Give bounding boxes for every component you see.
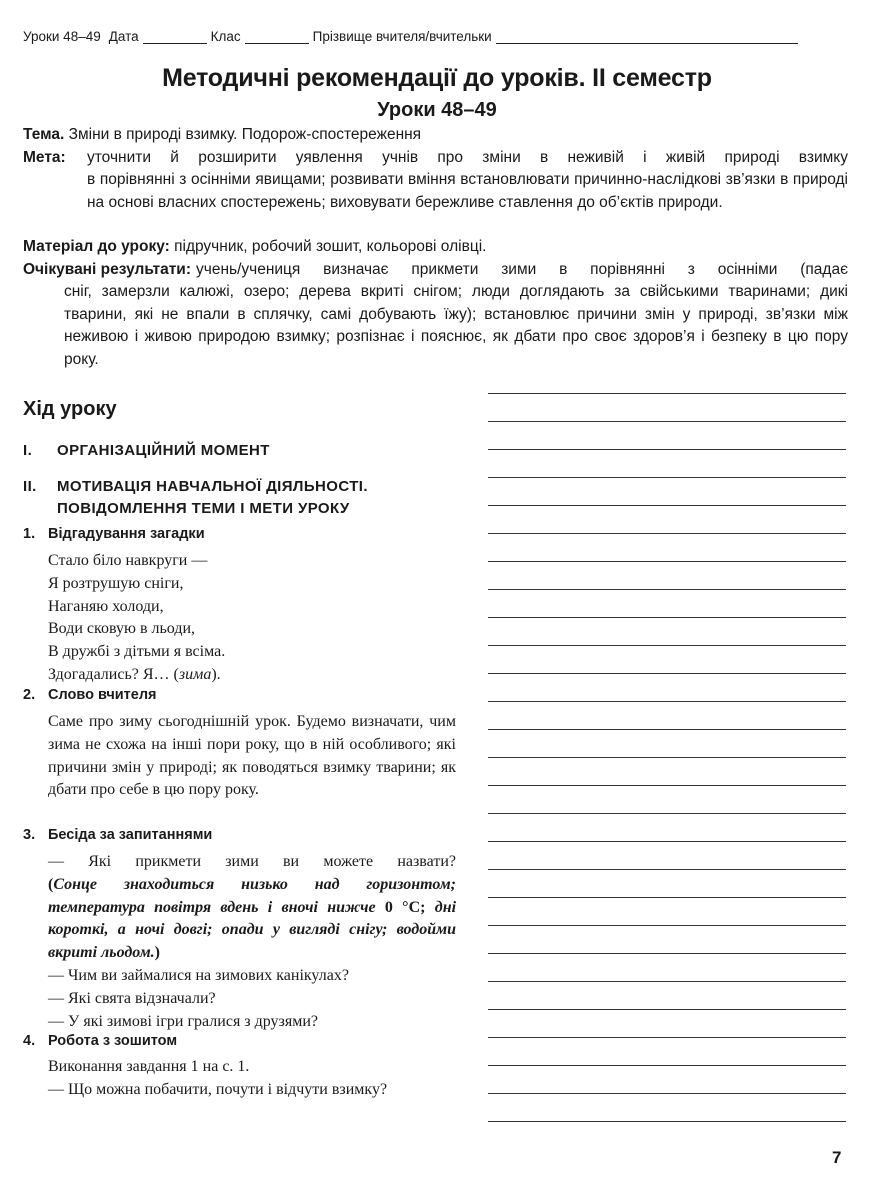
note-line[interactable] xyxy=(488,673,846,674)
expected-results-label: Очікувані результати xyxy=(23,261,186,278)
note-line[interactable] xyxy=(488,393,846,394)
step-1-title: Відгадування загадки xyxy=(48,526,205,542)
step-2-number: 2. xyxy=(23,687,36,703)
materials-text: підручник, робочий зошит, кольорові олівці. xyxy=(174,238,487,255)
question: — У які зимові ігри гралися з друзями? xyxy=(48,1012,319,1030)
goal-text-line1: уточнити й розширити уявлення учнів про зміни в неживій і живій природі взимку xyxy=(87,149,848,166)
task-reference: Виконання завдання 1 на с. 1. xyxy=(48,1058,250,1075)
riddle-suffix: ). xyxy=(211,665,221,683)
step-3-title: Бесіда за запитаннями xyxy=(48,827,213,843)
note-line[interactable] xyxy=(488,757,846,758)
note-line[interactable] xyxy=(488,981,846,982)
step-2-title: Слово вчителя xyxy=(48,687,157,703)
riddle-answer-line xyxy=(48,664,456,687)
note-line[interactable] xyxy=(488,1093,846,1094)
notebook-work xyxy=(48,1056,456,1102)
riddle-line: Води сковую в льоди, xyxy=(48,620,196,638)
answer-italic-1: Сонце знаходиться низько над горизонтом; температура повітря вдень і вночі нижче xyxy=(48,875,456,916)
expected-results-line1: учень/учениця визначає прикмети зими в порівнянні з осінніми (падає xyxy=(196,261,848,278)
section-2 xyxy=(23,476,368,520)
materials-row: Матеріал до уроку: підручник, робочий зошит, кольорові олівці. xyxy=(23,238,487,255)
note-line[interactable] xyxy=(488,785,846,786)
note-line[interactable] xyxy=(488,505,846,506)
topic-row xyxy=(23,124,421,146)
paren: ) xyxy=(154,944,160,962)
question: — Які свята відзначали? xyxy=(48,989,216,1007)
answer-plain: 0 °C; xyxy=(375,898,435,916)
page-number: 7 xyxy=(832,1148,842,1167)
section-1-number: І. xyxy=(23,442,33,459)
note-line[interactable] xyxy=(488,1121,846,1122)
lessons-label: Уроки 48–49 xyxy=(23,29,101,44)
goal-text-rest: в порівнянні з осінніми явищами; розвивати вміння встановлювати причинно-наслідкові зв’язки в природі на основі власних спостережень; виховувати бережливе ставлення до об’єктів природи. xyxy=(87,171,848,211)
teacher-label: Прізвище вчителя/вчительки xyxy=(312,29,492,44)
note-line[interactable] xyxy=(488,449,846,450)
section-2-title-line1: МОТИВАЦІЯ НАВЧАЛЬНОЇ ДІЯЛЬНОСТІ. xyxy=(57,478,368,495)
class-label: Клас xyxy=(210,29,241,44)
page-subtitle: Уроки 48–49 xyxy=(377,99,497,121)
step-3-number: 3. xyxy=(23,827,36,843)
riddle-question: Здогадались? Я… ( xyxy=(48,665,179,683)
step-1-heading xyxy=(23,526,205,542)
note-line[interactable] xyxy=(488,1037,846,1038)
lesson-flow-heading: Хід уроку xyxy=(23,398,117,420)
question: — Чим ви займалися на зимових канікулах? xyxy=(48,966,349,984)
page-title: Методичні рекомендації до уроків. ІІ семестр xyxy=(162,64,712,92)
question: — Що можна побачити, почути і відчути взимку? xyxy=(48,1080,388,1098)
topic-text: Зміни в природі взимку. Подорож-спостереження xyxy=(68,126,422,143)
question: — Які прикмети зими ви можете назвати? xyxy=(48,853,456,870)
teacher-name-field[interactable] xyxy=(496,31,798,44)
note-line[interactable] xyxy=(488,925,846,926)
goal-label: Мета xyxy=(23,149,61,166)
materials-label: Матеріал до уроку xyxy=(23,238,165,255)
note-line[interactable] xyxy=(488,729,846,730)
date-field[interactable] xyxy=(143,31,207,44)
riddle-line: Наганяю холоди, xyxy=(48,597,164,615)
note-line[interactable] xyxy=(488,617,846,618)
expected-results-rest: сніг, замерзли калюжі, озеро; дерева вкриті снігом; люди доглядають за свійськими тваринами; дикі тварини, які не впали в сплячку, самі добувають їжу); встановлює причини змін у природі, зв’язки між неживою і живою природою взимку; розпізнає і пояснює, як дбати про своє здоров’я і безпеку в цю пору року. xyxy=(64,283,848,368)
worksheet-header xyxy=(23,29,802,44)
riddle-answer: зима xyxy=(178,665,212,683)
note-line[interactable] xyxy=(488,953,846,954)
section-1-title: ОРГАНІЗАЦІЙНИЙ МОМЕНТ xyxy=(57,442,270,459)
step-4-heading xyxy=(23,1033,177,1049)
date-label: Дата xyxy=(108,29,139,44)
topic-label: Тема. xyxy=(23,126,65,143)
note-line[interactable] xyxy=(488,1065,846,1066)
teacher-speech: Саме про зиму сьогоднішній урок. Будемо визначати, чим зима не схожа на інші пори року, що в ній особливого; які причини змін у природі; як поводяться взимку тварини; як дбати про себе в цю пору року. xyxy=(48,713,456,799)
section-2-title-line2: ПОВІДОМЛЕННЯ ТЕМИ І МЕТИ УРОКУ xyxy=(57,500,350,517)
note-line[interactable] xyxy=(488,813,846,814)
riddle-poem xyxy=(48,550,456,687)
riddle-line: Стало біло навкруги — xyxy=(48,552,208,569)
conversation xyxy=(48,851,456,1033)
section-2-number: ІІ. xyxy=(23,478,37,495)
note-line[interactable] xyxy=(488,1009,846,1010)
note-line[interactable] xyxy=(488,533,846,534)
note-line[interactable] xyxy=(488,869,846,870)
step-2-heading xyxy=(23,687,157,703)
paren: ( xyxy=(48,875,54,893)
step-4-title: Робота з зошитом xyxy=(48,1033,178,1049)
class-field[interactable] xyxy=(245,31,309,44)
riddle-line: В дружбі з дітьми я всіма. xyxy=(48,643,226,661)
note-line[interactable] xyxy=(488,701,846,702)
goal-row: Мета: уточнити й розширити уявлення учнів про зміни в неживій і живій природі взимку в порівнянні з осінніми явищами; розвивати вміння встановлювати причинно-наслідкові зв’язки в природі на основі власних спостережень; виховувати бережливе ставлення до об’єктів природи. xyxy=(23,147,848,214)
step-3-heading xyxy=(23,827,212,843)
note-line[interactable] xyxy=(488,841,846,842)
step-4-number: 4. xyxy=(23,1033,36,1049)
note-line[interactable] xyxy=(488,589,846,590)
step-1-number: 1. xyxy=(23,526,36,542)
note-line[interactable] xyxy=(488,897,846,898)
answer-italic-2: дні короткі, а ночі довгі; опади у вигляді снігу; водойми вкриті льодом. xyxy=(48,898,457,962)
expected-answer xyxy=(48,874,456,965)
riddle-line: Я розтрушую сніги, xyxy=(48,574,184,592)
note-line[interactable] xyxy=(488,561,846,562)
note-line[interactable] xyxy=(488,477,846,478)
expected-results-row: Очікувані результати: учень/учениця визначає прикмети зими в порівнянні з осінніми (падає сніг, замерзли калюжі, озеро; дерева вкриті снігом; люди доглядають за свійськими тваринами; дикі тварини, які не впали в сплячку, самі добувають їжу); встановлює причини змін у природі, зв’язки між неживою і живою природою взимку; розпізнає і пояснює, як дбати про своє здоров’я і безпеку в цю пору року. xyxy=(23,259,848,371)
section-1 xyxy=(23,440,270,462)
note-line[interactable] xyxy=(488,645,846,646)
note-line[interactable] xyxy=(488,421,846,422)
